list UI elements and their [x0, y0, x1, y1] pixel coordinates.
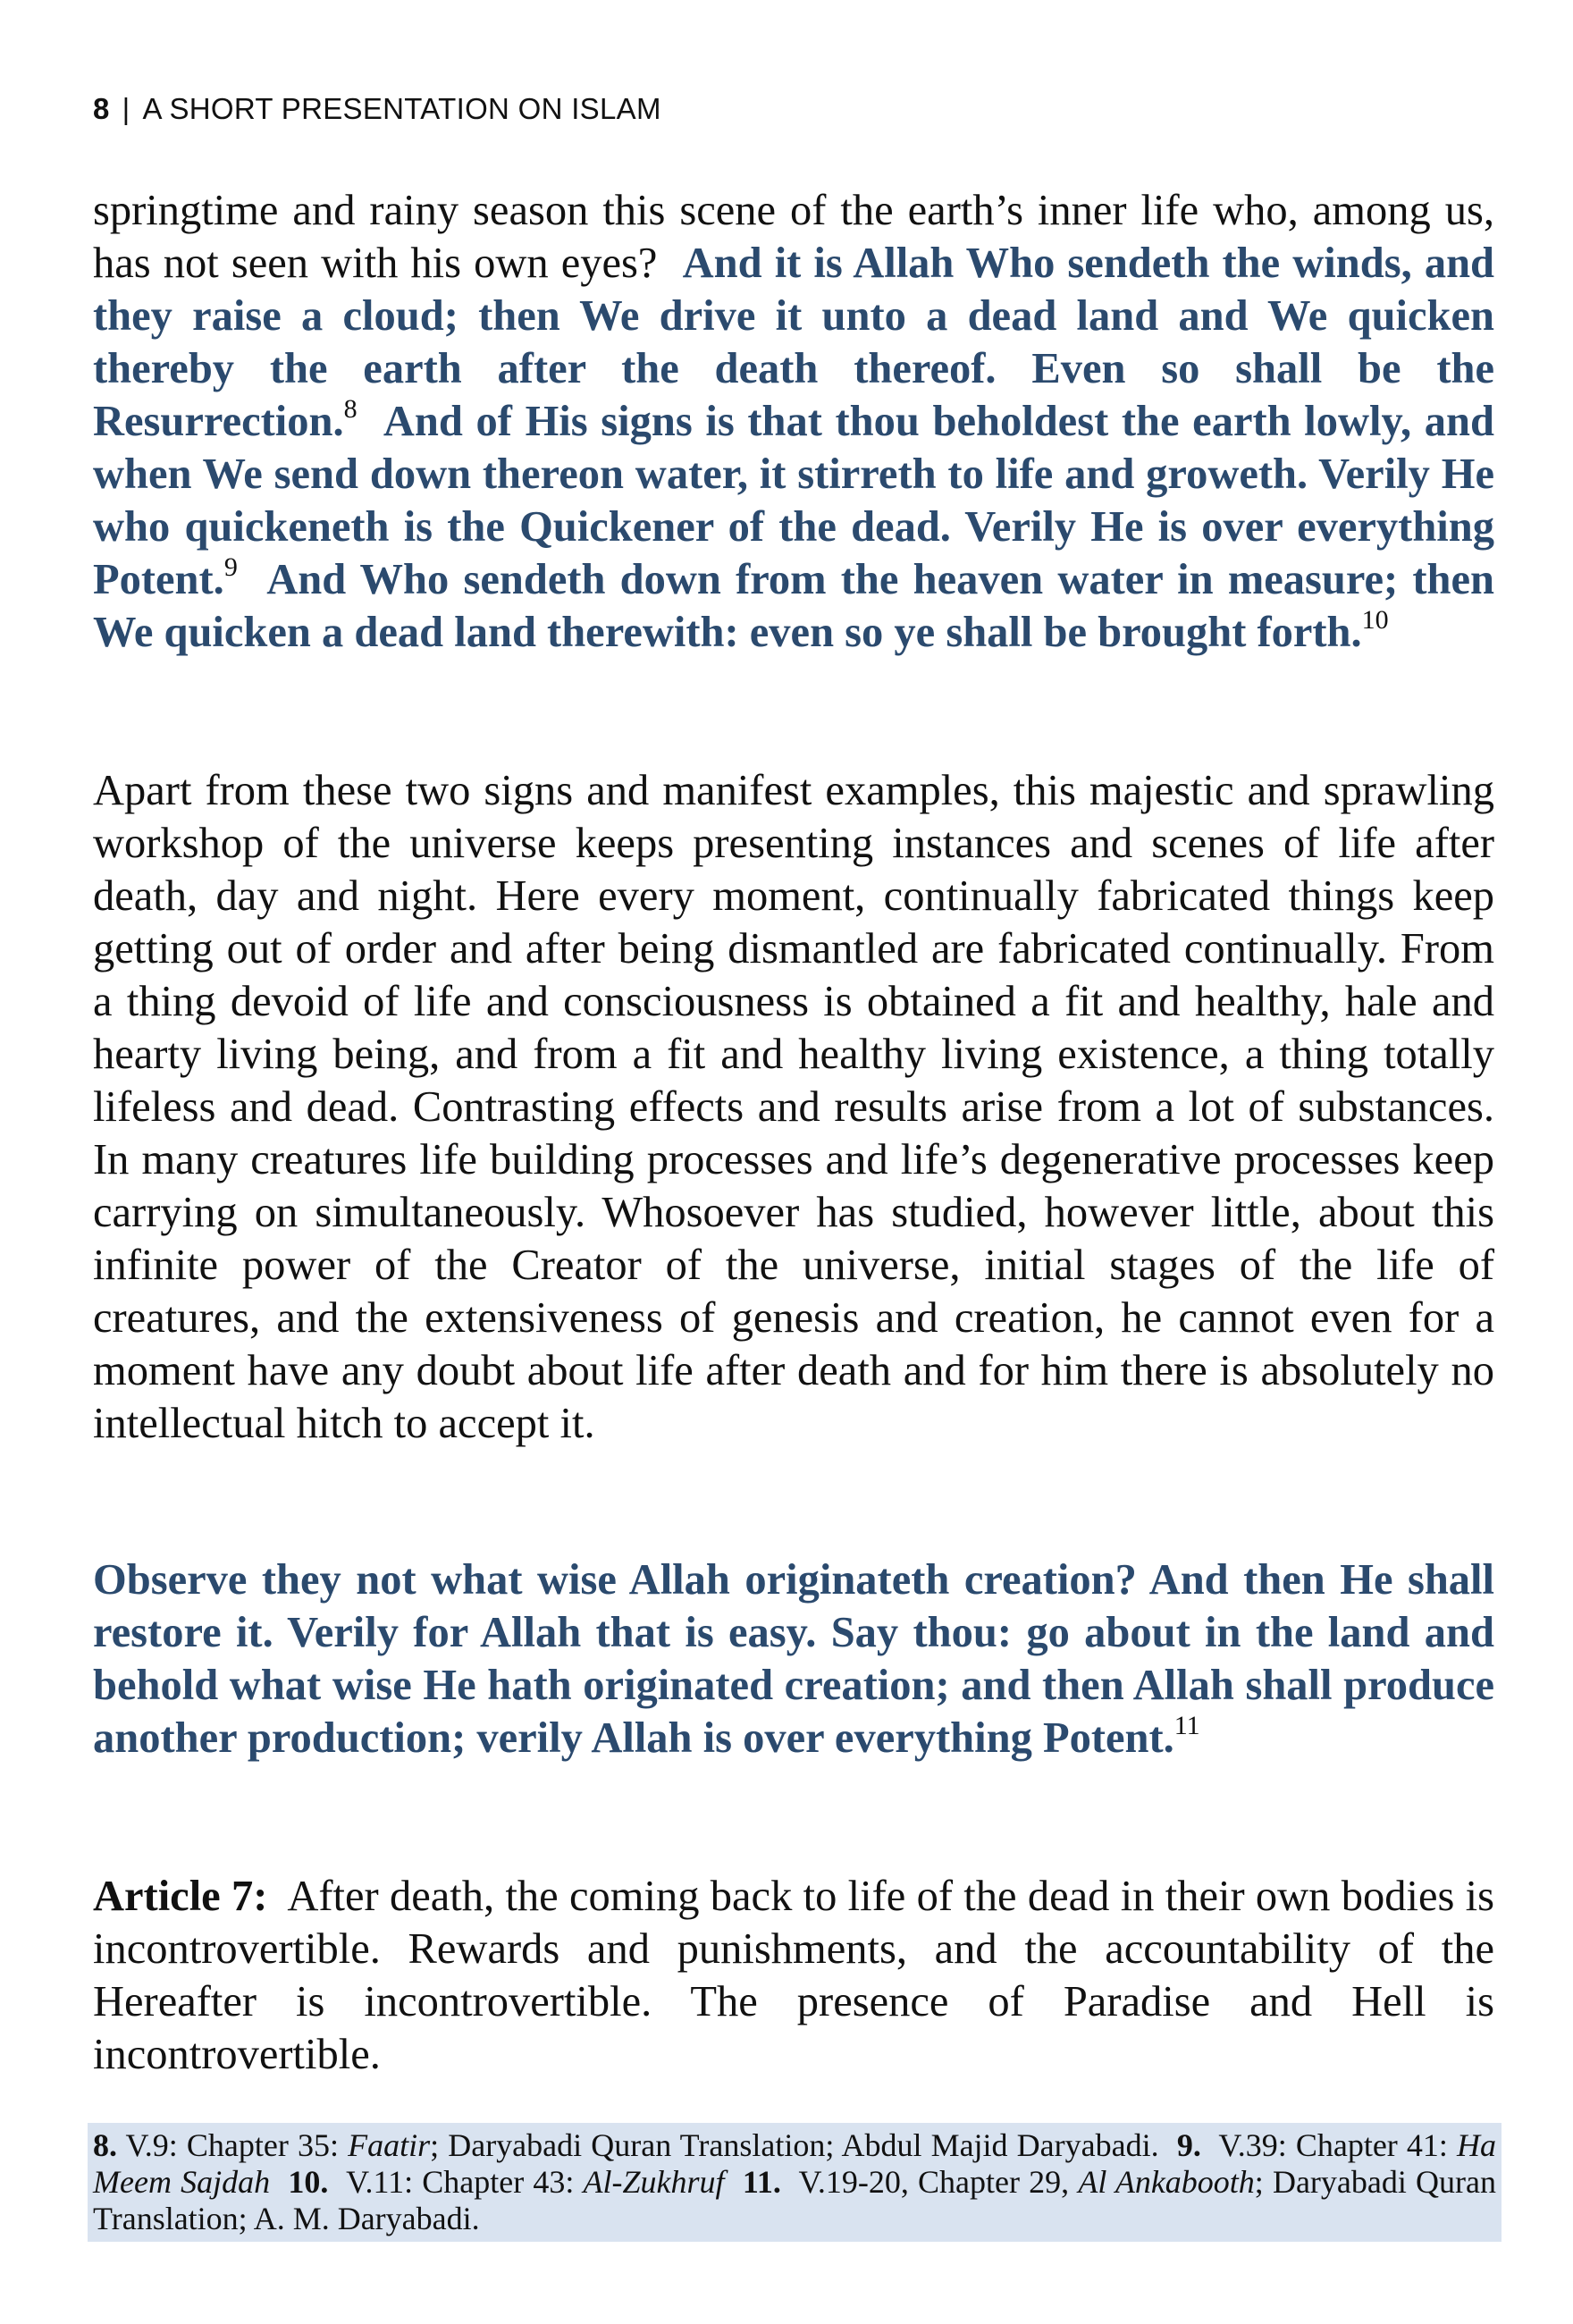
footnote-8-title: Faatir: [348, 2127, 431, 2163]
footnote-ref-9: 9: [223, 552, 238, 582]
footnote-10-text: V.11: Chapter 43:: [346, 2164, 575, 2200]
footnote-10-title: Al-Zukhruf: [583, 2164, 725, 2200]
footnote-ref-11: 11: [1173, 1711, 1200, 1740]
footnote-11-title: Al Ankabooth: [1078, 2164, 1255, 2200]
footnote-9-title: Ha Meem Sajdah: [93, 2127, 1497, 2200]
footnote-8-number: 8.: [93, 2127, 117, 2163]
footnote-8-text: V.9: Chapter 35:: [125, 2127, 339, 2163]
quran-quote-10: And Who sendeth down from the heaven water in measure; then We quicken a dead land therewith: even so ye shall be brought forth.: [93, 556, 1495, 656]
footnote-8-source: ; Daryabadi Quran Translation; Abdul Majid Daryabadi.: [430, 2127, 1159, 2163]
footnote-ref-8: 8: [343, 394, 358, 424]
footnote-ref-10: 10: [1361, 605, 1389, 635]
footnote-11-source: ; Daryabadi Quran Translation; A. M. Daryabadi.: [93, 2164, 1496, 2236]
paragraph-1-intro: springtime and rainy season this scene of the earth’s inner life who, among us, has not seen with his own eyes?: [93, 187, 1494, 287]
quran-quote-9: And of His signs is that thou beholdest the earth lowly, and when We send down thereon water, it stirreth to life and groweth. Verily He who quickeneth is the Quickener of the dead. Verily He is over everything Potent.: [93, 398, 1495, 603]
footnote-11-number: 11.: [742, 2164, 781, 2200]
article-label: Article 7:: [93, 1873, 268, 1920]
running-header: [93, 92, 661, 126]
paragraph-3: [93, 1554, 1494, 1764]
footnote-11-text: V.19-20, Chapter 29,: [798, 2164, 1070, 2200]
footnote-10-number: 10.: [288, 2164, 329, 2200]
footnote-9-number: 9.: [1176, 2127, 1201, 2163]
header-separator: |: [122, 92, 130, 125]
footnote-9-text: V.39: Chapter 41:: [1218, 2127, 1448, 2163]
quran-quote-11: Observe they not what wise Allah originateth creation? And then He shall restore it. Verily for Allah that is easy. Say thou: go about in the land and behold what wise He hath originated creation; and then Allah shall produce another production; verily Allah is over everything Potent.: [93, 1556, 1494, 1762]
article-7: [93, 1870, 1494, 2081]
quran-quote-8: And it is Allah Who sendeth the winds, and they raise a cloud; then We drive it unto a dead land and We quicken thereby the earth after the death thereof. Even so shall be the Resurrection.: [93, 240, 1495, 445]
running-title: A SHORT PRESENTATION ON ISLAM: [142, 92, 661, 125]
page-number: 8: [93, 92, 110, 125]
paragraph-1: [93, 184, 1494, 659]
footnotes-box: [88, 2123, 1502, 2242]
paragraph-2: Apart from these two signs and manifest examples, this majestic and sprawling workshop of the universe keeps presenting instances and scenes of life after death, day and night. Here every moment, continually fabricated things keep getting out of order and after being dismantled are fabricated continually. From a thing devoid of life and consciousness is obtained a fit and healthy, hale and hearty living being, and from a fit and healthy living existence, a thing totally lifeless and dead. Contrasting effects and results arise from a lot of substances. In many creatures life building processes and life’s degenerative processes keep carrying on simultaneously. Whosoever has studied, however little, about this infinite power of the Creator of the universe, initial stages of the life of creatures, and the extensiveness of genesis and creation, he cannot even for a moment have any doubt about life after death and for him there is absolutely no intellectual hitch to accept it.: [93, 767, 1494, 1447]
article-text: After death, the coming back to life of the dead in their own bodies is incontrovertible. Rewards and punishments, and the accountability of the Hereafter is incontrovertible. The presence of Paradise and Hell is incontrovertible.: [93, 1873, 1495, 2078]
